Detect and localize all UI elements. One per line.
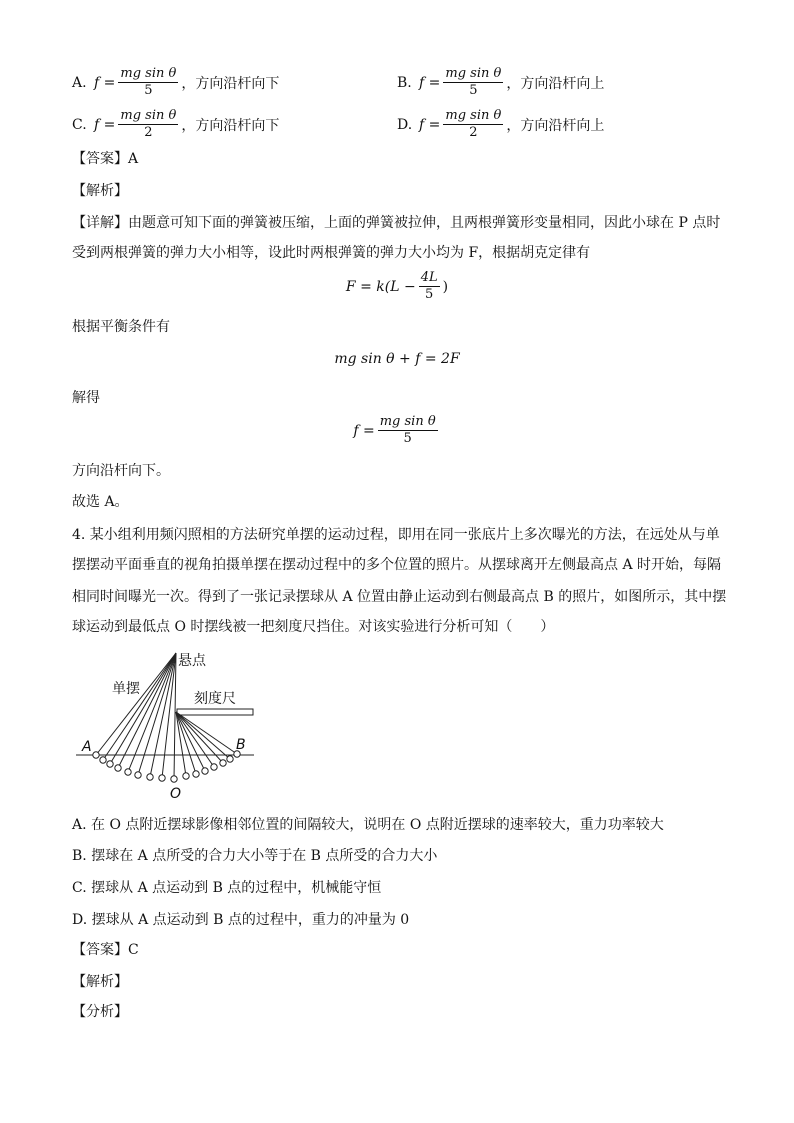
pendulum-bob (193, 771, 199, 777)
q4-line-1: 4. 某小组利用频闪照相的方法研究单摆的运动过程，即用在同一张底片上多次曝光的方法，在远处从与单 (72, 527, 720, 543)
option-lhs: f = (94, 116, 116, 133)
option-d (397, 108, 604, 141)
pendulum-figure (72, 645, 272, 805)
label-a: A (82, 739, 92, 755)
equation-tail: ) (442, 278, 449, 295)
pendulum-bob (93, 752, 99, 758)
pendulum-string (96, 653, 176, 755)
detail-tag: 【详解】 (72, 215, 128, 231)
equation-lhs: f = (353, 422, 375, 439)
numerator: 4L (420, 270, 438, 285)
hooke-equation (0, 270, 794, 303)
pendulum-string (138, 653, 176, 775)
numerator: mg sin θ (379, 414, 436, 429)
q4-option-b: B. 摆球在 A 点所受的合力大小等于在 B 点所受的合力大小 (72, 848, 438, 864)
numerator: mg sin θ (120, 66, 177, 81)
solve-text: 解得 (72, 390, 100, 406)
numerator: mg sin θ (445, 66, 502, 81)
pendulum-bob (183, 773, 189, 779)
analysis-q4: 【解析】 (72, 974, 128, 990)
label-b: B (236, 737, 246, 753)
fraction (443, 108, 503, 141)
pendulum-bob (211, 764, 217, 770)
pendulum-bob (115, 765, 121, 771)
q4-option-a: A. 在 O 点附近摆球影像相邻位置的间隔较大，说明在 O 点附近摆球的速率较大，重力功率较大 (72, 817, 664, 833)
denominator: 5 (144, 83, 153, 98)
detail-text-1: 由题意可知下面的弹簧被压缩，上面的弹簧被拉伸，且两根弹簧形变量相同，因此小球在 P 点时 (128, 215, 721, 231)
option-lhs: f = (419, 116, 441, 133)
q4-option-d: D. 摆球从 A 点运动到 B 点的过程中，重力的冲量为 0 (72, 912, 410, 928)
option-tail: ，方向沿杆向下 (181, 75, 280, 92)
label-o: O (170, 786, 182, 802)
q4-line-3: 相同时间曝光一次。得到了一张记录摆球从 A 位置由静止运动到右侧最高点 B 的照片，如图所示，其中摆 (72, 589, 727, 605)
fraction (443, 66, 503, 99)
detail-line-1 (72, 213, 720, 233)
option-label: B. (397, 74, 412, 91)
equation-lhs: F = k(L − (345, 278, 416, 295)
fraction (118, 66, 178, 99)
option-b (397, 66, 604, 99)
ruler (177, 709, 253, 715)
pendulum-string (118, 653, 176, 768)
choose-text: 故选 A。 (72, 494, 129, 510)
label-pivot: 悬点 (178, 653, 206, 669)
pendulum-bob (202, 768, 208, 774)
option-tail: ，方向沿杆向下 (181, 117, 280, 134)
answer-q3: 【答案】A (72, 151, 139, 167)
analysis-q3: 【解析】 (72, 183, 128, 199)
pendulum-bob (147, 774, 153, 780)
pendulum-bob (100, 757, 106, 763)
denominator: 5 (425, 287, 434, 302)
numerator: mg sin θ (120, 108, 177, 123)
balance-equation: mg sin θ + f = 2F (334, 351, 460, 367)
pendulum-bob (125, 769, 131, 775)
denominator: 5 (403, 431, 412, 446)
fraction (118, 108, 178, 141)
result-equation (0, 414, 794, 447)
option-label: D. (397, 116, 413, 133)
option-tail: ，方向沿杆向上 (506, 75, 605, 92)
pendulum-string (110, 653, 176, 764)
option-a (72, 66, 279, 99)
label-pendulum: 单摆 (112, 681, 140, 697)
q4-option-c: C. 摆球从 A 点运动到 B 点的过程中，机械能守恒 (72, 880, 382, 896)
option-c (72, 108, 279, 141)
fraction (378, 414, 438, 447)
option-label: C. (72, 116, 87, 133)
numerator: mg sin θ (445, 108, 502, 123)
pendulum-string (176, 712, 237, 754)
fenxi-label: 【分析】 (72, 1004, 128, 1020)
fraction (419, 270, 440, 303)
pendulum-bob (220, 760, 226, 766)
detail-line-2: 受到两根弹簧的弹力大小相等，设此时两根弹簧的弹力大小均为 F，根据胡克定律有 (72, 245, 591, 261)
answer-q4: 【答案】C (72, 942, 139, 958)
q4-line-2: 摆摆动平面垂直的视角拍摄单摆在摆动过程中的多个位置的照片。从摆球离开左侧最高点 A 时开始，每隔 (72, 557, 722, 573)
option-lhs: f = (419, 74, 441, 91)
label-ruler: 刻度尺 (194, 691, 236, 707)
denominator: 2 (144, 125, 153, 140)
direction-text: 方向沿杆向下。 (72, 463, 170, 479)
pendulum-bob (159, 775, 165, 781)
q4-line-4: 球运动到最低点 O 时摆线被一把刻度尺挡住。对该实验进行分析可知（ ） (72, 619, 555, 635)
denominator: 5 (469, 83, 478, 98)
pendulum-bob (227, 756, 233, 762)
denominator: 2 (469, 125, 478, 140)
pendulum-bob (107, 761, 113, 767)
pendulum-bob (171, 776, 177, 782)
balance-text: 根据平衡条件有 (72, 319, 170, 335)
option-lhs: f = (94, 74, 116, 91)
option-label: A. (72, 74, 87, 91)
option-tail: ，方向沿杆向上 (506, 117, 605, 134)
pendulum-bob (135, 772, 141, 778)
